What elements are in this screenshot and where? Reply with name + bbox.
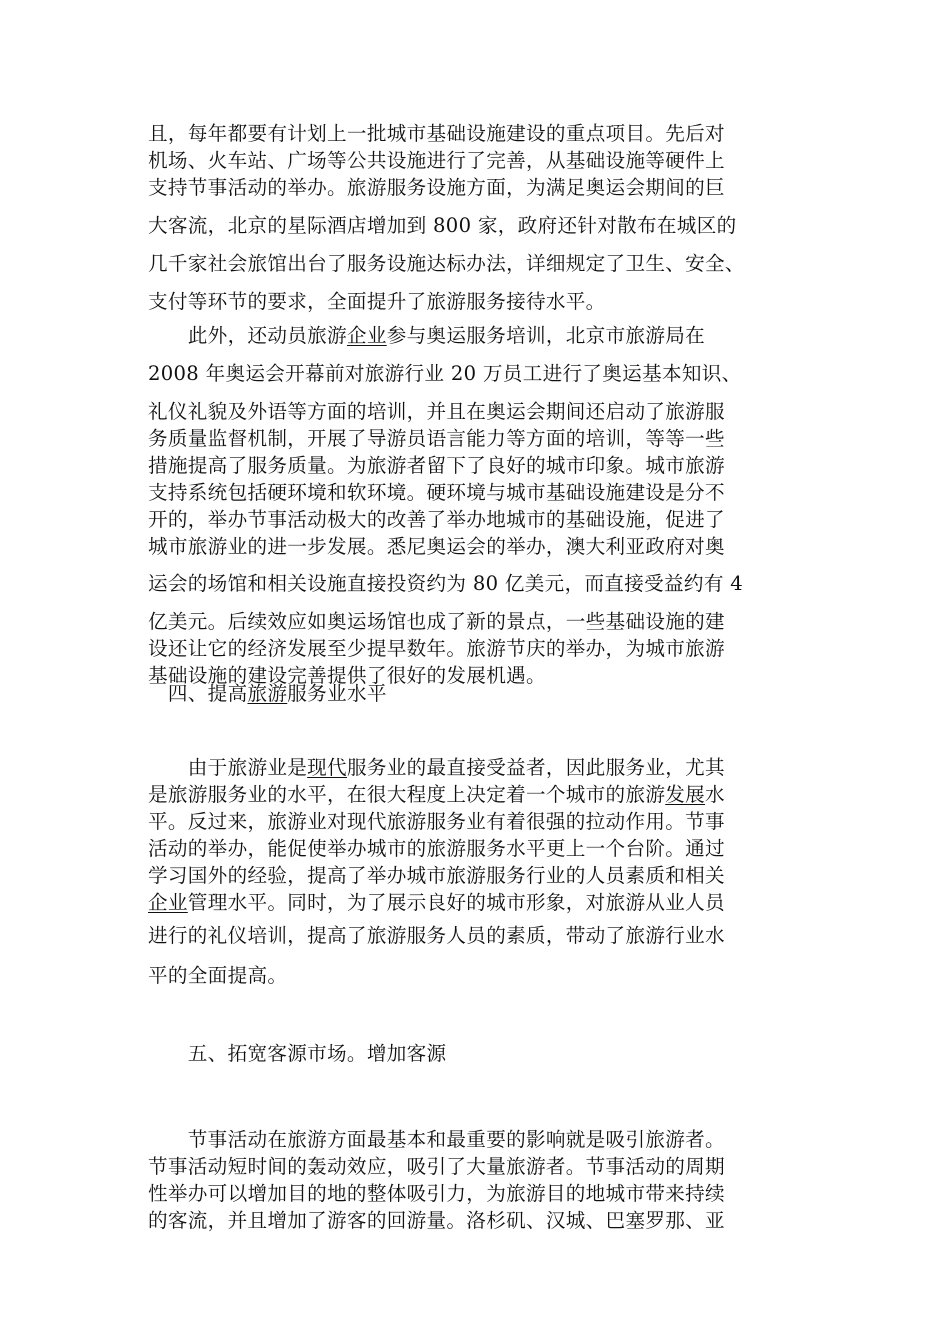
text-run: 服务业水平 bbox=[287, 682, 387, 705]
text-run: 活动的举办，能促使举办城市的旅游服务水平更上一个台阶。通过 bbox=[148, 837, 725, 860]
hyperlink[interactable]: 现代 bbox=[307, 756, 347, 779]
text-run: 性举办可以增加目的地的整体吸引力，为旅游目的地城市带来持续 bbox=[148, 1182, 725, 1205]
text-line bbox=[148, 1126, 725, 1154]
text-run: 2008 年奥运会开幕前对旅游行业 20 万员工进行了奥运基本知识、 bbox=[148, 362, 742, 385]
text-run: 是旅游服务业的水平，在很大程度上决定着一个城市的旅游 bbox=[148, 783, 666, 806]
text-line bbox=[148, 781, 725, 809]
text-line bbox=[148, 962, 287, 990]
hyperlink[interactable]: 企业 bbox=[346, 324, 387, 347]
text-run: 大客流，北京的星际酒店增加到 800 家，政府还针对散布在城区的 bbox=[148, 214, 737, 237]
text-line bbox=[148, 862, 725, 890]
text-line bbox=[148, 174, 725, 202]
text-line bbox=[148, 425, 725, 453]
text-line bbox=[148, 398, 725, 426]
hyperlink[interactable]: 企业 bbox=[148, 891, 188, 914]
text-run: 开的，举办节事活动极大的改善了举办地城市的基础设施，促进了 bbox=[148, 508, 725, 531]
text-line bbox=[148, 608, 725, 636]
text-run: 且，每年都要有计划上一批城市基础设施建设的重点项目。先后对 bbox=[148, 122, 725, 145]
text-run: 城市旅游业的进一步发展。悉尼奥运会的举办，澳大利亚政府对奥 bbox=[148, 535, 725, 558]
text-run: 平的全面提高。 bbox=[148, 964, 288, 987]
text-line bbox=[148, 808, 725, 836]
text-line bbox=[148, 533, 725, 561]
text-run: 基础设施的建设完善提供了很好的发展机遇。 bbox=[148, 664, 546, 687]
text-line bbox=[148, 479, 725, 507]
text-line bbox=[148, 1153, 725, 1181]
text-line bbox=[148, 1180, 725, 1208]
text-line bbox=[148, 635, 725, 663]
text-line bbox=[148, 754, 725, 782]
text-line bbox=[148, 570, 743, 598]
text-run: 设还让它的经济发展至少提早数年。旅游节庆的举办，为城市旅游 bbox=[148, 637, 725, 660]
text-run: 机场、火车站、广场等公共设施进行了完善，从基础设施等硬件上 bbox=[148, 149, 725, 172]
text-line bbox=[148, 360, 742, 388]
text-run: 支持节事活动的举办。旅游服务设施方面，为满足奥运会期间的巨 bbox=[148, 176, 725, 199]
text-run: 服务业的最直接受益者，因此服务业，尤其 bbox=[346, 756, 725, 779]
text-line bbox=[148, 922, 725, 950]
hyperlink[interactable]: 发展 bbox=[665, 783, 706, 806]
text-run: 水 bbox=[705, 783, 725, 806]
text-run: 亿美元。后续效应如奥运场馆也成了新的景点，一些基础设施的建 bbox=[148, 610, 725, 633]
text-run: 支付等环节的要求，全面提升了旅游服务接待水平。 bbox=[148, 290, 606, 313]
text-line bbox=[148, 212, 737, 240]
text-run: 参与奥运服务培训，北京市旅游局在 bbox=[386, 324, 706, 347]
text-run: 运会的场馆和相关设施直接投资约为 80 亿美元，而直接受益约有 4 bbox=[148, 572, 744, 595]
text-run: 五、拓宽客源市场。增加客源 bbox=[148, 1042, 447, 1065]
text-run: 务质量监督机制，开展了导游员语言能力等方面的培训，等等一些 bbox=[148, 427, 725, 450]
text-line bbox=[148, 120, 725, 148]
text-run: 进行的礼仪培训，提高了旅游服务人员的素质，带动了旅游行业水 bbox=[148, 924, 725, 947]
text-line bbox=[148, 1040, 446, 1068]
text-run: 平。反过来，旅游业对现代旅游服务业有着很强的拉动作用。节事 bbox=[148, 810, 725, 833]
text-run: 支持系统包括硬环境和软环境。硬环境与城市基础设施建设是分不 bbox=[148, 481, 725, 504]
text-run: 由于旅游业是 bbox=[148, 756, 308, 779]
text-run: 几千家社会旅馆出台了服务设施达标办法，详细规定了卫生、安全、 bbox=[148, 252, 745, 275]
text-line bbox=[148, 250, 745, 278]
text-run: 节事活动在旅游方面最基本和最重要的影响就是吸引旅游者。 bbox=[148, 1128, 725, 1151]
hyperlink[interactable]: 旅游 bbox=[247, 682, 288, 705]
text-line bbox=[148, 889, 725, 917]
text-line bbox=[148, 506, 725, 534]
text-run: 此外，还动员旅游 bbox=[148, 324, 347, 347]
text-line bbox=[148, 288, 606, 316]
text-run: 学习国外的经验，提高了举办城市旅游服务行业的人员素质和相关 bbox=[148, 864, 725, 887]
text-run: 的客流，并且增加了游客的回游量。洛杉矶、汉城、巴塞罗那、亚 bbox=[148, 1209, 725, 1232]
text-line bbox=[148, 1207, 725, 1235]
text-run: 礼仪礼貌及外语等方面的培训，并且在奥运会期间还启动了旅游服 bbox=[148, 400, 725, 423]
text-run: 措施提高了服务质量。为旅游者留下了良好的城市印象。城市旅游 bbox=[148, 454, 725, 477]
text-run: 四、提高 bbox=[148, 682, 248, 705]
text-line bbox=[148, 322, 705, 350]
text-line bbox=[148, 680, 387, 708]
text-run: 节事活动短时间的轰动效应，吸引了大量旅游者。节事活动的周期 bbox=[148, 1155, 725, 1178]
text-run: 管理水平。同时，为了展示良好的城市形象，对旅游从业人员 bbox=[187, 891, 725, 914]
text-line bbox=[148, 835, 725, 863]
text-line bbox=[148, 147, 725, 175]
text-line bbox=[148, 452, 725, 480]
